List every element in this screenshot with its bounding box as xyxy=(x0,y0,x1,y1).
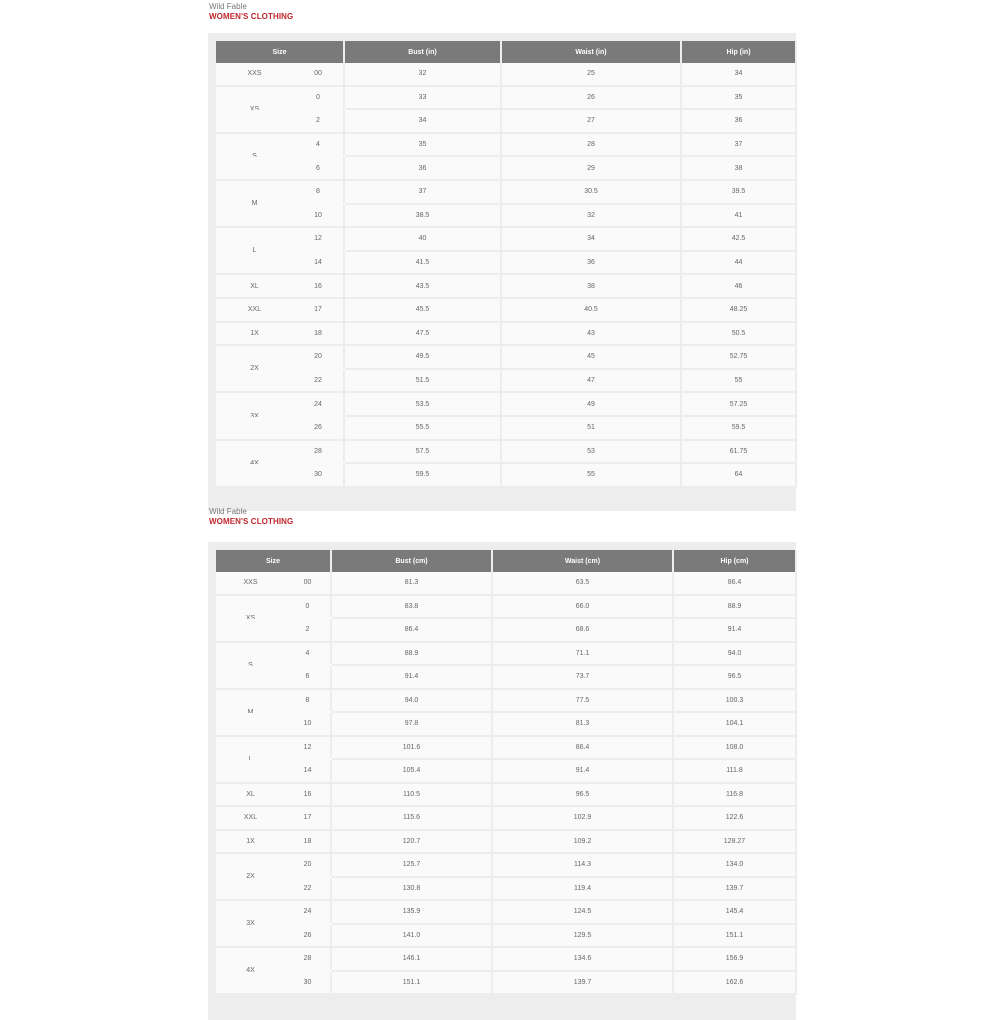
bust-cell: 36 xyxy=(344,156,501,180)
numeric-size: 6 xyxy=(305,673,310,681)
hip-cell: 116.8 xyxy=(673,783,796,807)
size-cell xyxy=(216,900,331,924)
hip-cell: 162.6 xyxy=(673,971,796,995)
size-cell xyxy=(216,204,344,228)
bust-cell: 40 xyxy=(344,227,501,251)
size-cell xyxy=(216,971,331,995)
table-body xyxy=(216,63,796,487)
waist-cell: 119.4 xyxy=(492,877,673,901)
bust-cell: 130.8 xyxy=(331,877,492,901)
hip-cell: 48.25 xyxy=(681,298,796,322)
size-cell xyxy=(216,392,344,416)
hip-cell: 139.7 xyxy=(673,877,796,901)
hip-cell: 122.6 xyxy=(673,806,796,830)
table-row xyxy=(216,877,796,901)
size-cell xyxy=(216,298,344,322)
bust-cell: 83.8 xyxy=(331,595,492,619)
waist-cell: 129.5 xyxy=(492,924,673,948)
numeric-size: 14 xyxy=(303,767,312,775)
waist-cell: 114.3 xyxy=(492,853,673,877)
waist-cell: 102.9 xyxy=(492,806,673,830)
hip-cell: 46 xyxy=(681,274,796,298)
alpha-size: XL xyxy=(246,790,255,798)
header-hip: Hip (cm) xyxy=(673,550,796,572)
alpha-size: 1X xyxy=(246,837,255,845)
bust-cell: 115.6 xyxy=(331,806,492,830)
hip-cell: 37 xyxy=(681,133,796,157)
hip-cell: 39.5 xyxy=(681,180,796,204)
waist-cell: 38 xyxy=(501,274,681,298)
bust-cell: 97.8 xyxy=(331,712,492,736)
bust-cell: 41.5 xyxy=(344,251,501,275)
size-cell xyxy=(216,759,331,783)
alpha-size: XXS xyxy=(243,579,258,587)
table-row xyxy=(216,618,796,642)
size-cell xyxy=(216,947,331,971)
hip-cell: 88.9 xyxy=(673,595,796,619)
brand-label: Wild Fable xyxy=(209,2,247,11)
section-title: WOMEN'S CLOTHING xyxy=(209,12,294,21)
waist-cell: 47 xyxy=(501,369,681,393)
hip-cell: 41 xyxy=(681,204,796,228)
bust-cell: 110.5 xyxy=(331,783,492,807)
numeric-size: 00 xyxy=(314,70,322,78)
alpha-size: 1X xyxy=(250,329,259,337)
size-table xyxy=(216,41,797,488)
waist-cell: 124.5 xyxy=(492,900,673,924)
table-row xyxy=(216,440,796,464)
bust-cell: 101.6 xyxy=(331,736,492,760)
waist-cell: 86.4 xyxy=(492,736,673,760)
waist-cell: 29 xyxy=(501,156,681,180)
waist-cell: 40.5 xyxy=(501,298,681,322)
header-waist: Waist (in) xyxy=(501,41,681,63)
waist-cell: 81.3 xyxy=(492,712,673,736)
numeric-size: 14 xyxy=(314,259,322,267)
table-row xyxy=(216,806,796,830)
waist-cell: 26 xyxy=(501,86,681,110)
size-cell xyxy=(216,440,344,464)
waist-cell: 109.2 xyxy=(492,830,673,854)
hip-cell: 42.5 xyxy=(681,227,796,251)
table-row xyxy=(216,900,796,924)
bust-cell: 141.0 xyxy=(331,924,492,948)
waist-cell: 71.1 xyxy=(492,642,673,666)
bust-cell: 35 xyxy=(344,133,501,157)
numeric-size: 16 xyxy=(303,790,312,798)
size-cell xyxy=(216,180,344,204)
waist-cell: 63.5 xyxy=(492,572,673,595)
table-row xyxy=(216,322,796,346)
size-chart-centimeters xyxy=(208,507,796,1020)
table-row xyxy=(216,133,796,157)
hip-cell: 108.0 xyxy=(673,736,796,760)
numeric-size: 22 xyxy=(314,377,322,385)
alpha-size: XL xyxy=(250,282,259,290)
hip-cell: 156.9 xyxy=(673,947,796,971)
table-row xyxy=(216,736,796,760)
size-cell xyxy=(216,665,331,689)
hip-cell: 59.5 xyxy=(681,416,796,440)
table-row xyxy=(216,971,796,995)
size-cell xyxy=(216,463,344,487)
table-row xyxy=(216,759,796,783)
numeric-size: 10 xyxy=(303,720,312,728)
numeric-size: 18 xyxy=(303,837,312,845)
size-cell xyxy=(216,572,331,595)
bust-cell: 105.4 xyxy=(331,759,492,783)
numeric-size: 8 xyxy=(305,696,310,704)
brand-label: Wild Fable xyxy=(209,507,247,516)
bust-cell: 47.5 xyxy=(344,322,501,346)
table-row xyxy=(216,156,796,180)
size-cell xyxy=(216,109,344,133)
bust-cell: 43.5 xyxy=(344,274,501,298)
hip-cell: 100.3 xyxy=(673,689,796,713)
size-chart-inches xyxy=(208,2,796,511)
numeric-size: 30 xyxy=(314,471,322,479)
bust-cell: 55.5 xyxy=(344,416,501,440)
waist-cell: 43 xyxy=(501,322,681,346)
waist-cell: 30.5 xyxy=(501,180,681,204)
hip-cell: 36 xyxy=(681,109,796,133)
size-cell xyxy=(216,806,331,830)
waist-cell: 68.6 xyxy=(492,618,673,642)
table-row xyxy=(216,63,796,86)
hip-cell: 111.8 xyxy=(673,759,796,783)
numeric-size: 17 xyxy=(314,306,322,314)
numeric-size: 16 xyxy=(314,282,322,290)
waist-cell: 91.4 xyxy=(492,759,673,783)
section-title: WOMEN'S CLOTHING xyxy=(209,517,294,526)
waist-cell: 45 xyxy=(501,345,681,369)
size-cell xyxy=(216,416,344,440)
table-row xyxy=(216,204,796,228)
numeric-size: 12 xyxy=(303,743,312,751)
size-cell xyxy=(216,618,331,642)
table-body xyxy=(216,572,796,994)
size-cell xyxy=(216,156,344,180)
hip-cell: 151.1 xyxy=(673,924,796,948)
table-row xyxy=(216,109,796,133)
waist-cell: 27 xyxy=(501,109,681,133)
bust-cell: 81.3 xyxy=(331,572,492,595)
header-size: Size xyxy=(216,550,331,572)
numeric-size: 30 xyxy=(303,978,312,986)
alpha-size: XXL xyxy=(243,814,258,822)
waist-cell: 25 xyxy=(501,63,681,86)
bust-cell: 53.5 xyxy=(344,392,501,416)
bust-cell: 86.4 xyxy=(331,618,492,642)
size-cell xyxy=(216,274,344,298)
waist-cell: 73.7 xyxy=(492,665,673,689)
table-row xyxy=(216,642,796,666)
table-row xyxy=(216,853,796,877)
table-row xyxy=(216,689,796,713)
hip-cell: 38 xyxy=(681,156,796,180)
table-row xyxy=(216,712,796,736)
numeric-size: 2 xyxy=(316,117,320,125)
bust-cell: 120.7 xyxy=(331,830,492,854)
numeric-size: 22 xyxy=(303,884,312,892)
numeric-size: 0 xyxy=(305,602,310,610)
size-cell xyxy=(216,86,344,110)
hip-cell: 61.75 xyxy=(681,440,796,464)
bust-cell: 57.5 xyxy=(344,440,501,464)
table-row xyxy=(216,227,796,251)
table-row xyxy=(216,416,796,440)
hip-cell: 55 xyxy=(681,369,796,393)
numeric-size: 20 xyxy=(314,353,322,361)
hip-cell: 91.4 xyxy=(673,618,796,642)
hip-cell: 128.27 xyxy=(673,830,796,854)
waist-cell: 53 xyxy=(501,440,681,464)
hip-cell: 86.4 xyxy=(673,572,796,595)
table-row xyxy=(216,86,796,110)
hip-cell: 64 xyxy=(681,463,796,487)
hip-cell: 52.75 xyxy=(681,345,796,369)
table-panel xyxy=(208,33,796,511)
table-row xyxy=(216,392,796,416)
hip-cell: 35 xyxy=(681,86,796,110)
bust-cell: 125.7 xyxy=(331,853,492,877)
numeric-size: 20 xyxy=(303,861,312,869)
numeric-size: 12 xyxy=(314,235,322,243)
table-row xyxy=(216,251,796,275)
bust-cell: 38.5 xyxy=(344,204,501,228)
numeric-size: 26 xyxy=(303,931,312,939)
hip-cell: 44 xyxy=(681,251,796,275)
waist-cell: 32 xyxy=(501,204,681,228)
numeric-size: 18 xyxy=(314,329,322,337)
size-cell xyxy=(216,736,331,760)
waist-cell: 49 xyxy=(501,392,681,416)
table-row xyxy=(216,298,796,322)
size-cell xyxy=(216,322,344,346)
table-row xyxy=(216,345,796,369)
size-cell xyxy=(216,877,331,901)
header-bust: Bust (cm) xyxy=(331,550,492,572)
waist-cell: 139.7 xyxy=(492,971,673,995)
table-header-row xyxy=(216,41,796,63)
hip-cell: 134.0 xyxy=(673,853,796,877)
numeric-size: 0 xyxy=(316,93,320,101)
numeric-size: 17 xyxy=(303,814,312,822)
hip-cell: 50.5 xyxy=(681,322,796,346)
size-cell xyxy=(216,251,344,275)
bust-cell: 37 xyxy=(344,180,501,204)
table-row xyxy=(216,665,796,689)
bust-cell: 33 xyxy=(344,86,501,110)
bust-cell: 94.0 xyxy=(331,689,492,713)
hip-cell: 104.1 xyxy=(673,712,796,736)
bust-cell: 146.1 xyxy=(331,947,492,971)
numeric-size: 4 xyxy=(316,141,320,149)
hip-cell: 96.5 xyxy=(673,665,796,689)
numeric-size: 24 xyxy=(303,908,312,916)
table-header-row xyxy=(216,550,796,572)
numeric-size: 28 xyxy=(303,955,312,963)
waist-cell: 66.0 xyxy=(492,595,673,619)
size-cell xyxy=(216,783,331,807)
table-row xyxy=(216,180,796,204)
table-panel xyxy=(208,542,796,1020)
bust-cell: 59.5 xyxy=(344,463,501,487)
waist-cell: 51 xyxy=(501,416,681,440)
table-row xyxy=(216,572,796,595)
table-row xyxy=(216,947,796,971)
bust-cell: 45.5 xyxy=(344,298,501,322)
size-cell xyxy=(216,227,344,251)
hip-cell: 94.0 xyxy=(673,642,796,666)
numeric-size: 6 xyxy=(316,164,320,172)
size-cell xyxy=(216,924,331,948)
size-cell xyxy=(216,369,344,393)
numeric-size: 00 xyxy=(303,579,312,587)
size-cell xyxy=(216,133,344,157)
waist-cell: 134.6 xyxy=(492,947,673,971)
size-cell xyxy=(216,689,331,713)
bust-cell: 51.5 xyxy=(344,369,501,393)
numeric-size: 24 xyxy=(314,400,322,408)
waist-cell: 36 xyxy=(501,251,681,275)
waist-cell: 34 xyxy=(501,227,681,251)
table-row xyxy=(216,830,796,854)
table-row xyxy=(216,595,796,619)
hip-cell: 34 xyxy=(681,63,796,86)
size-cell xyxy=(216,642,331,666)
numeric-size: 28 xyxy=(314,447,322,455)
waist-cell: 28 xyxy=(501,133,681,157)
size-cell xyxy=(216,595,331,619)
alpha-size: XXS xyxy=(247,70,262,78)
size-cell xyxy=(216,853,331,877)
bust-cell: 91.4 xyxy=(331,665,492,689)
table-row xyxy=(216,274,796,298)
header-bust: Bust (in) xyxy=(344,41,501,63)
waist-cell: 77.5 xyxy=(492,689,673,713)
bust-cell: 34 xyxy=(344,109,501,133)
numeric-size: 4 xyxy=(305,649,310,657)
size-cell xyxy=(216,712,331,736)
table-row xyxy=(216,369,796,393)
hip-cell: 57.25 xyxy=(681,392,796,416)
waist-cell: 55 xyxy=(501,463,681,487)
numeric-size: 8 xyxy=(316,188,320,196)
table-row xyxy=(216,924,796,948)
table-row xyxy=(216,463,796,487)
size-table xyxy=(216,550,797,995)
header-waist: Waist (cm) xyxy=(492,550,673,572)
waist-cell: 96.5 xyxy=(492,783,673,807)
bust-cell: 88.9 xyxy=(331,642,492,666)
size-cell xyxy=(216,830,331,854)
numeric-size: 2 xyxy=(305,626,310,634)
bust-cell: 32 xyxy=(344,63,501,86)
header-hip: Hip (in) xyxy=(681,41,796,63)
alpha-size: XXL xyxy=(247,306,262,314)
table-row xyxy=(216,783,796,807)
bust-cell: 135.9 xyxy=(331,900,492,924)
hip-cell: 145.4 xyxy=(673,900,796,924)
size-cell xyxy=(216,63,344,86)
numeric-size: 26 xyxy=(314,424,322,432)
bust-cell: 151.1 xyxy=(331,971,492,995)
bust-cell: 49.5 xyxy=(344,345,501,369)
numeric-size: 10 xyxy=(314,211,322,219)
header-size: Size xyxy=(216,41,344,63)
size-cell xyxy=(216,345,344,369)
